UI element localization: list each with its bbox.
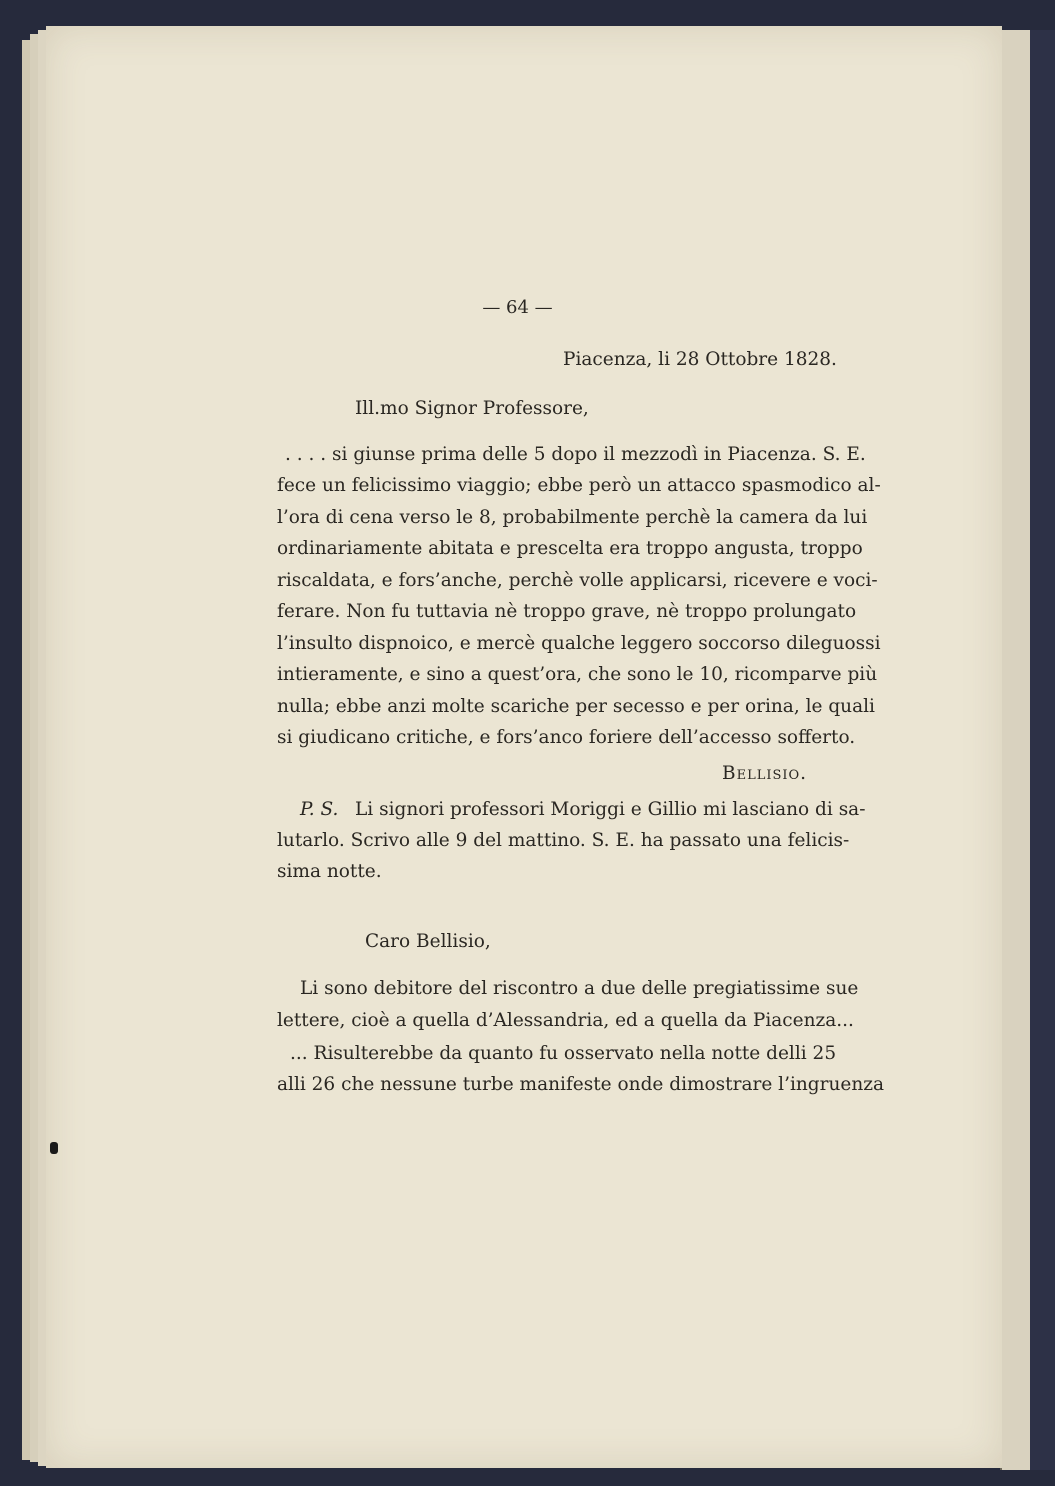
- letter-line: fece un felicissimo viaggio; ebbe però un attacco spasmodico al-: [277, 475, 881, 496]
- background-strip: [1030, 30, 1055, 1470]
- letter-salutation: Ill.mo Signor Professore,: [355, 398, 589, 419]
- page-number: — 64 —: [482, 297, 553, 318]
- letter-salutation: Caro Bellisio,: [365, 931, 491, 952]
- letter-line: riscaldata, e fors’anche, perchè volle applicarsi, ricevere e voci-: [277, 570, 878, 591]
- postscript-line: sima notte.: [277, 861, 382, 882]
- letter-signature: Bellisio.: [722, 763, 808, 784]
- letter-line: . . . . si giunse prima delle 5 dopo il mezzodì in Piacenza. S. E.: [285, 444, 866, 465]
- letter-line: ordinariamente abitata e prescelta era troppo angusta, troppo: [277, 538, 863, 559]
- letter-line: alli 26 che nessune turbe manifeste onde dimostrare l’ingruenza: [277, 1074, 885, 1095]
- letter-line: lettere, cioè a quella d’Alessandria, ed a quella da Piacenza...: [277, 1010, 854, 1031]
- letter-line: si giudicano critiche, e fors’anco foriere dell’accesso sofferto.: [277, 727, 856, 748]
- letter-line: l’ora di cena verso le 8, probabilmente perchè la camera da lui: [277, 507, 868, 528]
- letter-place-date: Piacenza, li 28 Ottobre 1828.: [563, 349, 837, 370]
- postscript-line: Li signori professori Moriggi e Gillio mi lasciano di sa-: [355, 799, 866, 820]
- ink-spot: [50, 1142, 58, 1154]
- postscript-label: P. S.: [300, 799, 339, 820]
- letter-line: ferare. Non fu tuttavia nè troppo grave, nè troppo prolungato: [277, 601, 857, 622]
- letter-line: l’insulto dispnoico, e mercè qualche leggero soccorso dileguossi: [277, 633, 881, 654]
- letter-line: intieramente, e sino a quest’ora, che sono le 10, ricomparve più: [277, 664, 878, 685]
- letter-line: ... Risulterebbe da quanto fu osservato nella notte delli 25: [290, 1043, 837, 1064]
- postscript-line: lutarlo. Scrivo alle 9 del mattino. S. E. ha passato una felicis-: [277, 830, 850, 851]
- letter-line: nulla; ebbe anzi molte scariche per secesso e per orina, le quali: [277, 696, 875, 717]
- letter-line: Li sono debitore del riscontro a due delle pregiatissime sue: [300, 978, 859, 999]
